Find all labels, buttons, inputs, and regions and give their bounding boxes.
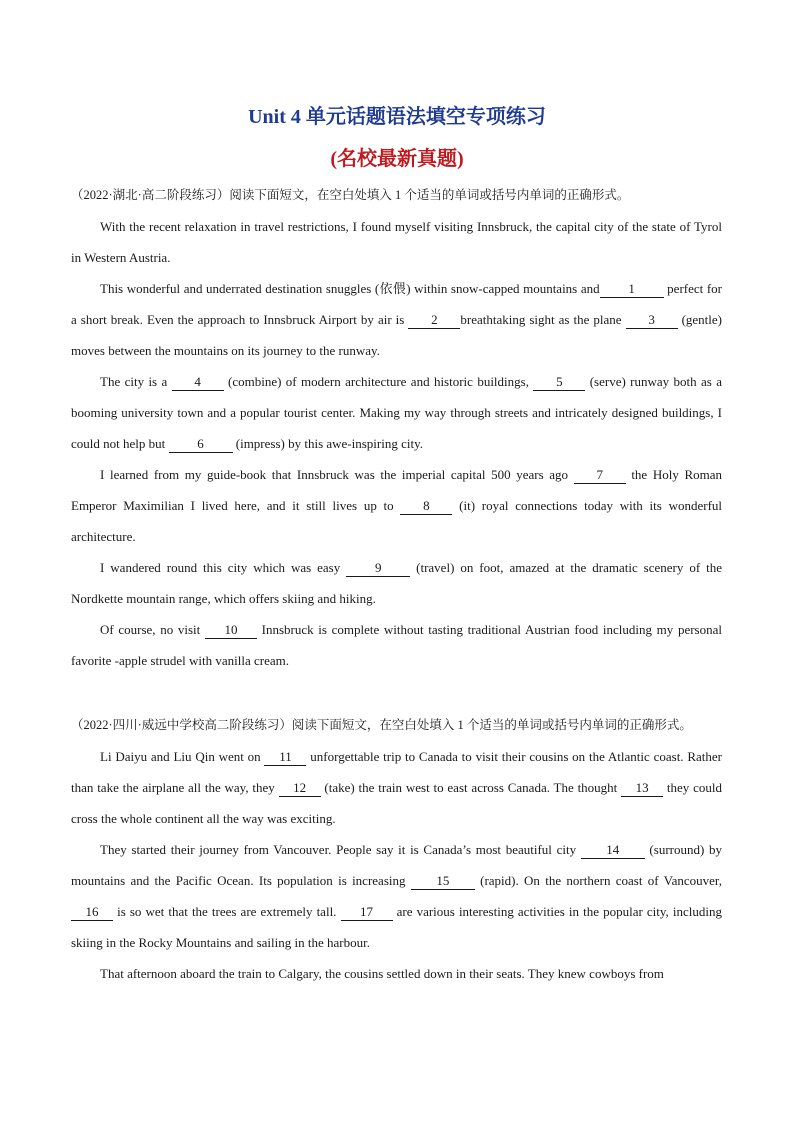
text-run: (rapid). On the northern coast of Vancouver, — [474, 873, 722, 888]
blank-11[interactable]: 11 — [264, 749, 306, 766]
text-run: (it) royal connections today with its wonderful architecture. — [71, 498, 723, 544]
page-title: Unit 4 单元话题语法填空专项练习 — [248, 106, 546, 128]
text-run: Li Daiyu and Liu Qin went on — [100, 749, 265, 764]
text-run: They started their journey from Vancouver. People say it is Canada’s most beautiful city — [100, 842, 581, 857]
text-run: (surround) by mountains and the Pacific Ocean. Its population is increasing — [71, 842, 722, 888]
passage-1-paragraph-2 — [71, 273, 722, 366]
passage-1-paragraph-1: With the recent relaxation in travel restrictions, I found myself visiting Innsbruck, the capital city of the state of Tyrol in Western Austria. — [71, 219, 722, 265]
text-run: (take) the train west to east across Canada. The thought — [320, 780, 622, 795]
blank-16[interactable]: 16 — [71, 904, 113, 921]
text-run: they could cross the whole continent all the way was exciting. — [71, 780, 722, 826]
text-run: Of course, no visit — [100, 622, 205, 637]
passage-1-paragraph-6 — [71, 614, 722, 676]
text-run: This wonderful and underrated destination snuggles (依偎) within snow-capped mountains and — [100, 281, 600, 296]
text-run: I learned from my guide-book that Innsbruck was the imperial capital 500 years ago — [100, 467, 574, 482]
text-run: perfect for a short break. Even the approach to Innsbruck Airport by air is — [71, 281, 722, 327]
blank-6[interactable]: 6 — [169, 436, 233, 453]
passage-2-paragraph-1 — [71, 741, 722, 834]
text-run: Innsbruck is complete without tasting traditional Austrian food including my personal favorite -apple strudel with vanilla cream. — [71, 622, 722, 668]
blank-4[interactable]: 4 — [172, 374, 224, 391]
passage-2-paragraph-3: That afternoon aboard the train to Calgary, the cousins settled down in their seats. They knew cowboys from — [100, 966, 664, 981]
blank-13[interactable]: 13 — [621, 780, 663, 797]
text-run: the Holy Roman Emperor Maximilian I lived here, and it still lives up to — [71, 467, 722, 513]
blank-10[interactable]: 10 — [205, 622, 257, 639]
text-run: are various interesting activities in the popular city, including skiing in the Rocky Mountains and sailing in the harbour. — [71, 904, 722, 950]
text-run: (travel) on foot, amazed at the dramatic scenery of the Nordkette mountain range, which offers skiing and hiking. — [71, 560, 722, 606]
passage-2-paragraph-2 — [71, 834, 722, 958]
text-run: is so wet that the trees are extremely tall. — [113, 904, 341, 919]
text-run: (impress) by this awe-inspiring city. — [232, 436, 424, 451]
blank-1[interactable]: 1 — [600, 281, 664, 298]
passage-1-paragraph-5 — [71, 552, 722, 614]
passage-1 — [71, 180, 722, 676]
blank-14[interactable]: 14 — [581, 842, 645, 859]
passage-2-source: （2022·四川·威远中学校高二阶段练习）阅读下面短文，在空白处填入 1 个适当的单词或括号内单词的正确形式。 — [71, 718, 692, 732]
blank-7[interactable]: 7 — [574, 467, 626, 484]
blank-12[interactable]: 12 — [279, 780, 321, 797]
blank-3[interactable]: 3 — [626, 312, 678, 329]
blank-2[interactable]: 2 — [408, 312, 460, 329]
text-run: breathtaking sight as the plane — [460, 312, 626, 327]
text-run: (gentle) moves between the mountains on its journey to the runway. — [71, 312, 723, 358]
passage-1-paragraph-4 — [71, 459, 722, 552]
text-run: (serve) runway both as a booming university town and a popular tourist center. Making my way through streets and intricately designed buildings, I could not help but — [71, 374, 722, 451]
blank-5[interactable]: 5 — [533, 374, 585, 391]
text-run: The city is a — [100, 374, 172, 389]
blank-15[interactable]: 15 — [411, 873, 475, 890]
blank-8[interactable]: 8 — [400, 498, 452, 515]
blank-9[interactable]: 9 — [346, 560, 410, 577]
blank-17[interactable]: 17 — [341, 904, 393, 921]
passage-2 — [71, 710, 722, 989]
page-subtitle: (名校最新真题) — [330, 148, 464, 170]
passage-1-paragraph-3 — [71, 366, 722, 459]
text-run: I wandered round this city which was easy — [100, 560, 347, 575]
text-run: unforgettable trip to Canada to visit their cousins on the Atlantic coast. Rather than take the airplane all the way, they — [71, 749, 722, 795]
text-run: (combine) of modern architecture and historic buildings, — [223, 374, 534, 389]
passage-1-source: （2022·湖北·高二阶段练习）阅读下面短文，在空白处填入 1 个适当的单词或括号内单词的正确形式。 — [71, 188, 630, 202]
